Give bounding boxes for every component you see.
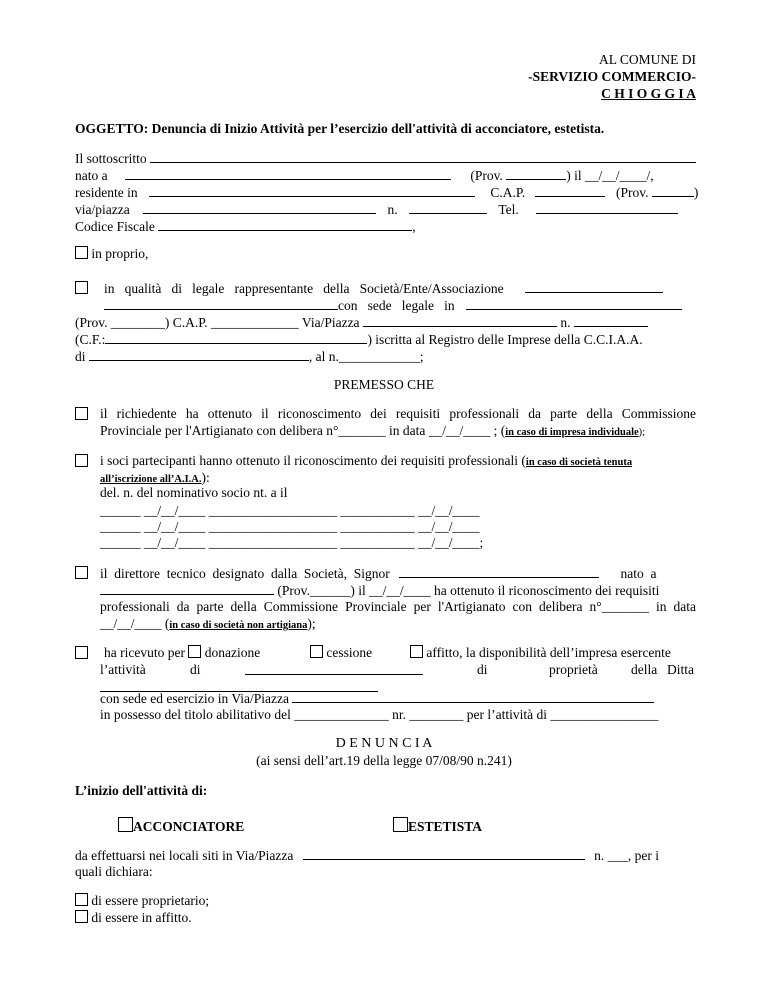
attivita-field[interactable] — [245, 662, 423, 675]
p4-attivita-field-wrap — [245, 662, 423, 679]
legale-line-2 — [104, 297, 682, 314]
p1-impresa-individuale: in caso di impresa individuale — [505, 427, 639, 438]
viapiazza-label: via/piazza — [75, 202, 130, 217]
checkbox-acconciatore[interactable] — [118, 817, 133, 832]
checkbox-proprietario[interactable] — [75, 893, 88, 906]
p3-checkbox-wrap — [75, 566, 88, 582]
denuncia-title: D E N U N C I A — [335, 736, 433, 751]
recipient-line-2: -SERVIZIO COMMERCIO- — [528, 69, 696, 84]
option-proprietario — [75, 893, 209, 909]
p4-checkbox-wrap — [75, 646, 88, 662]
cf-societa-field[interactable] — [105, 331, 367, 344]
prov-label: (Prov. — [470, 168, 503, 183]
checkbox-proprio[interactable] — [75, 246, 88, 259]
legale-line-4 — [75, 331, 643, 348]
proprio-label: in proprio, — [91, 246, 149, 261]
option-estetista — [393, 817, 482, 835]
cf-societa-label: (C.F.: — [75, 332, 106, 347]
p2-columns-header: del. n. del nominativo socio nt. a il — [100, 485, 288, 500]
residence-field[interactable] — [149, 184, 475, 197]
p3-societa-non-artigiana: in caso di società non artigiana — [169, 620, 308, 631]
residente-label: residente in — [75, 185, 138, 200]
p3-prov-text: (Prov.______) il __/__/____ ha ottenuto il riconoscimento dei requisiti — [277, 583, 660, 598]
cf-label: Codice Fiscale — [75, 219, 155, 234]
sede-label: con sede legale in — [338, 298, 455, 313]
locali-line-2: quali dichiara: — [75, 864, 153, 879]
cessione-label: cessione — [326, 645, 373, 660]
option-legale — [75, 281, 88, 297]
p4-line-5: in possesso del titolo abilitativo del ______________ nr. ________ per l’attività di ________________ — [100, 707, 659, 722]
direttore-birthplace-field[interactable] — [100, 582, 274, 595]
checkbox-affitto[interactable] — [410, 645, 423, 658]
number-field[interactable] — [409, 201, 487, 214]
denuncia-subtitle: (ai sensi dell’art.19 della legge 07/08/90 n.241) — [256, 753, 512, 768]
personal-line-2 — [75, 167, 696, 184]
legale-line-3 — [75, 314, 648, 331]
option-proprio — [75, 246, 148, 262]
recipient-line-1: AL COMUNE DI — [599, 52, 696, 67]
p1-checkbox-wrap — [75, 407, 88, 423]
cciaa-di-label: di — [75, 349, 86, 364]
p4-line-2b: di — [190, 662, 201, 677]
p3-date: __/__/____ ( — [100, 616, 170, 631]
p2-line-1 — [100, 453, 696, 469]
option-acconciatore — [118, 817, 244, 835]
p4-affitto — [410, 645, 671, 661]
p2-soci-text: i soci partecipanti hanno ottenuto il riconoscimento dei requisiti professionali ( — [100, 453, 526, 468]
p3-line-1 — [100, 565, 657, 582]
p4-line-1 — [104, 645, 260, 661]
p2-societa-tenuta: in caso di società tenuta — [525, 457, 633, 468]
inizio-heading: L’inizio dell'attività di: — [75, 783, 208, 798]
p4-line-2a: l’attività — [100, 662, 146, 677]
p2-close: ): — [201, 470, 210, 485]
p4-cessione — [310, 645, 372, 661]
address-field[interactable] — [143, 201, 376, 214]
affitto-label: affitto, la disponibilità dell’impresa esercente — [426, 645, 671, 660]
cciaa-field[interactable] — [89, 348, 309, 361]
p2-iscrizione-aia: all’iscrizione all’A.I.A. — [100, 474, 202, 485]
sede-n-label: n. — [560, 315, 571, 330]
p1-delibera-text: Provinciale per l'Artigianato con delibera n°_______ in data __/__/____ ; ( — [100, 423, 506, 438]
sottoscritto-field[interactable] — [150, 150, 696, 163]
res-prov-field[interactable] — [652, 184, 694, 197]
p1-line-1: il richiedente ha ottenuto il riconoscimento dei requisiti professionali da parte della Commissione — [100, 406, 696, 421]
societa-name-field[interactable] — [525, 280, 663, 293]
p4-line-2d: proprietà — [549, 662, 598, 677]
sede-field[interactable] — [466, 297, 682, 310]
legale-prov-cap-via: (Prov. ________) C.A.P. _____________ Via/Piazza — [75, 315, 360, 330]
personal-line-4 — [75, 201, 678, 218]
p2-soci-row-1[interactable]: ______ __/__/____ ___________________ ___________ __/__/____ — [100, 503, 480, 518]
direttore-name-field[interactable] — [399, 565, 599, 578]
p3-close: ); — [307, 616, 316, 631]
registro-text: ) iscritta al Registro delle Imprese della C.C.I.A.A. — [367, 332, 643, 347]
acconciatore-label: ACCONCIATORE — [133, 819, 245, 834]
p4-line-4 — [100, 690, 654, 707]
p1-close: ); — [638, 427, 646, 438]
locali-via-field[interactable] — [303, 847, 585, 860]
personal-line-5 — [75, 218, 416, 235]
checkbox-cessione[interactable] — [310, 645, 323, 658]
option-in-affitto — [75, 910, 192, 926]
legale-line-1 — [104, 280, 663, 297]
res-prov-close: ) — [693, 185, 699, 200]
sede-n-field[interactable] — [574, 314, 648, 327]
birth-prov-field[interactable] — [506, 167, 566, 180]
donazione-label: donazione — [204, 645, 261, 660]
esercizio-field[interactable] — [292, 690, 654, 703]
estetista-label: ESTETISTA — [408, 819, 483, 834]
sede-via-field[interactable] — [363, 314, 557, 327]
personal-line-1 — [75, 150, 696, 167]
subject-line: OGGETTO: Denuncia di Inizio Attività per l’esercizio dell'attività di acconciatore, estetista. — [75, 121, 605, 136]
p3-line-2 — [100, 582, 659, 599]
tel-field[interactable] — [536, 201, 678, 214]
checkbox-requisiti-soci[interactable] — [75, 454, 88, 467]
cf-field[interactable] — [158, 218, 412, 231]
checkbox-in-affitto[interactable] — [75, 910, 88, 923]
legale-text-1: in qualità di legale rappresentante della Società/Ente/Associazione — [104, 281, 504, 296]
personal-line-3 — [75, 184, 698, 201]
p4-line-2f: Ditta — [667, 662, 694, 677]
p4-sede-text: con sede ed esercizio in Via/Piazza — [100, 691, 289, 706]
nato-label: nato a — [75, 168, 108, 183]
checkbox-direttore-tecnico[interactable] — [75, 566, 88, 579]
cf-comma: , — [412, 219, 416, 234]
locali-text: da effettuarsi nei locali siti in Via/Piazza — [75, 848, 294, 863]
checkbox-requisiti-richiedente[interactable] — [75, 407, 88, 420]
p3-line-3: professionali da parte della Commissione Provinciale per l'Artigianato con delibera n°_______ in data — [100, 599, 696, 614]
p2-soci-row-2[interactable]: ______ __/__/____ ___________________ ___________ __/__/____ — [100, 519, 480, 534]
locali-n-text: n. ___, per i — [594, 848, 659, 863]
p2-checkbox-wrap — [75, 454, 88, 470]
cap-label: C.A.P. — [490, 185, 526, 200]
recipient-city: C H I O G G I A — [601, 86, 696, 101]
societa-name-field-2[interactable] — [104, 297, 338, 310]
checkbox-legale[interactable] — [75, 281, 88, 294]
p4-line-2e: della — [631, 662, 658, 677]
p3-direttore-text: il direttore tecnico designato dalla Società, Signor — [100, 566, 390, 581]
birthplace-field[interactable] — [125, 167, 451, 180]
cap-field[interactable] — [535, 184, 605, 197]
in-affitto-label: di essere in affitto. — [91, 910, 192, 925]
checkbox-estetista[interactable] — [393, 817, 408, 832]
checkbox-ricevuto[interactable] — [75, 646, 88, 659]
p4-ricevuto-text: ha ricevuto per — [104, 645, 185, 660]
sottoscritto-label: Il sottoscritto — [75, 151, 147, 166]
checkbox-donazione[interactable] — [188, 645, 201, 658]
tel-label: Tel. — [498, 202, 519, 217]
premesso-heading: PREMESSO CHE — [333, 377, 435, 392]
locali-line-1 — [75, 847, 659, 864]
p1-line-2 — [100, 423, 645, 439]
p2-line-2 — [100, 470, 210, 486]
p2-soci-row-3[interactable]: ______ __/__/____ ___________________ ___________ __/__/____; — [100, 535, 484, 550]
number-label: n. — [387, 202, 398, 217]
proprietario-label: di essere proprietario; — [91, 893, 210, 908]
birthdate-label[interactable]: ) il __/__/____/, — [566, 168, 654, 183]
res-prov-label: (Prov. — [616, 185, 649, 200]
p4-line-2c: di — [477, 662, 488, 677]
p3-line-4 — [100, 616, 316, 632]
p3-nato-label: nato a — [620, 566, 657, 581]
cciaa-n-text: , al n.____________; — [308, 349, 424, 364]
legale-line-5 — [75, 348, 424, 365]
